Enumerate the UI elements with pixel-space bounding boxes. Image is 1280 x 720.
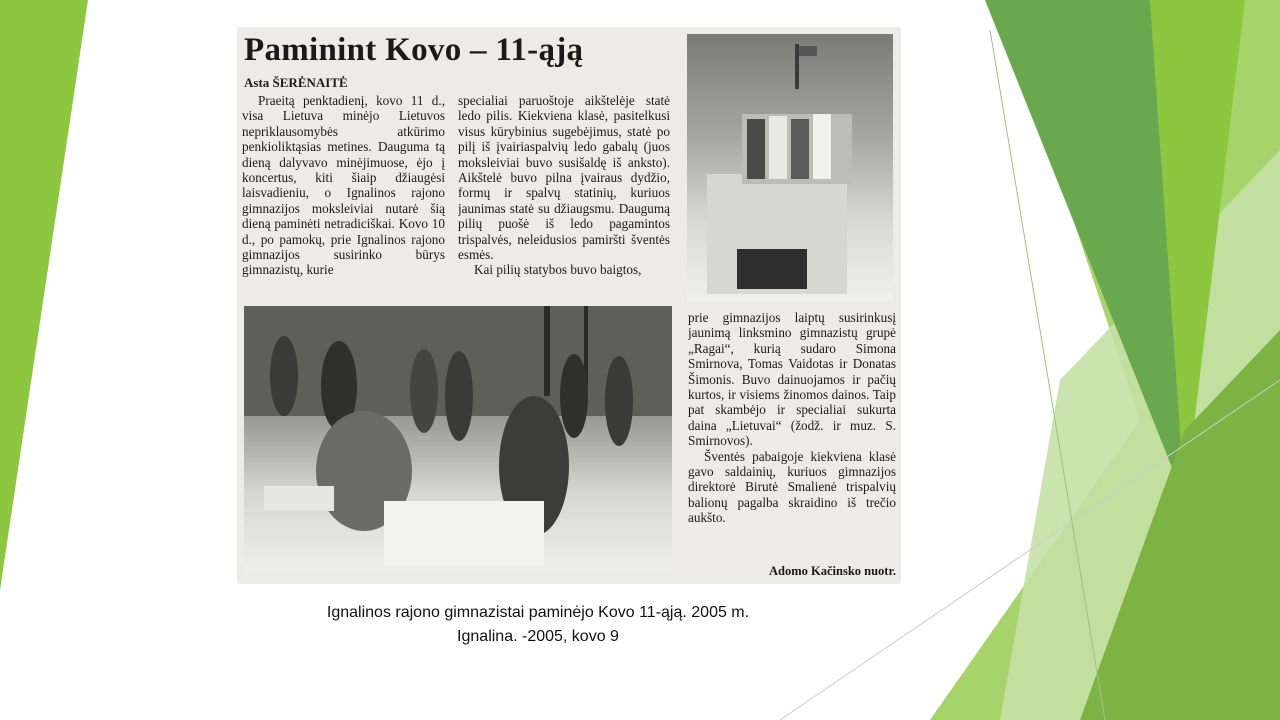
- students-building-photo: [244, 306, 672, 574]
- article-paragraph: Šventės pabaigoje kiekviena klasė gavo saldainių, kuriuos gimnazijos direktorė Birutė Smalienė trispalvių balionų pagalba skraidino iš trečio aukšto.: [688, 448, 896, 526]
- article-headline: Paminint Kovo – 11-ąją: [244, 32, 584, 68]
- article-column-1: [242, 93, 445, 308]
- article-paragraph: Kai pilių statybos buvo baigtos,: [474, 262, 642, 278]
- left-green-triangle: [0, 0, 88, 590]
- newspaper-clipping: [238, 28, 900, 583]
- article-column-2: [458, 93, 670, 308]
- article-author: Asta ŠERĖNAITĖ: [244, 75, 348, 90]
- article-column-3: [688, 310, 896, 560]
- caption-line-2: Ignalina. -2005, kovo 9: [457, 628, 619, 645]
- article-paragraph: specialiai paruoštoje aikštelėje statė ledo pilis. Kiekviena klasė, pasitelkusi visus kūrybinius sugebėjimus, statė po pilį iš įvairiaspalvių ledo gabalų (juos moksleiviai buvo susišaldę iš anksto). Aikštelė buvo pilna įvairaus dydžio, formų ir spalvų statinių, kuriuos jaunimas statė su džiaugsmu. Daugumą pilių puošė iš ledo pagamintos trispalvės, neleidusios pamiršti šventės esmės.: [458, 93, 670, 263]
- caption-line-1: Ignalinos rajono gimnazistai paminėjo Kovo 11-ąją. 2005 m.: [326, 604, 750, 621]
- ice-castle-photo: [687, 34, 893, 302]
- photo-credit: Adomo Kačinsko nuotr.: [769, 564, 896, 578]
- article-paragraph: prie gimnazijos laiptų susirinkusį jaunimą linksmino gimnazistų grupė „Ragai“, kurią sudaro Simona Smirnova, Tomas Vaidotas ir Donatas Šimonis. Buvo dainuojamos ir pačių kurtos, ir visiems žinomos dainos. Taip pat skambėjo ir specialiai sukurta daina „Lietuvai“ (žodž. ir muz. S. Smirnovos).: [688, 310, 896, 449]
- article-paragraph: Praeitą penktadienį, kovo 11 d., visa Lietuva minėjo Lietuvos nepriklausomybės atkūrimo penkioliktąsias metines. Dauguma tą dieną dalyvavo minėjimuose, ėjo į koncertus, kiti šiaip džiaugėsi laisvadieniu, o Ignalinos rajono gimnazijos moksleiviai nutarė šią dieną paminėti netradiciškai. Kovo 10 d., po pamokų, prie Ignalinos rajono gimnazijos susirinko būrys gimnazistų, kurie: [242, 93, 445, 278]
- slide-caption: [238, 601, 838, 649]
